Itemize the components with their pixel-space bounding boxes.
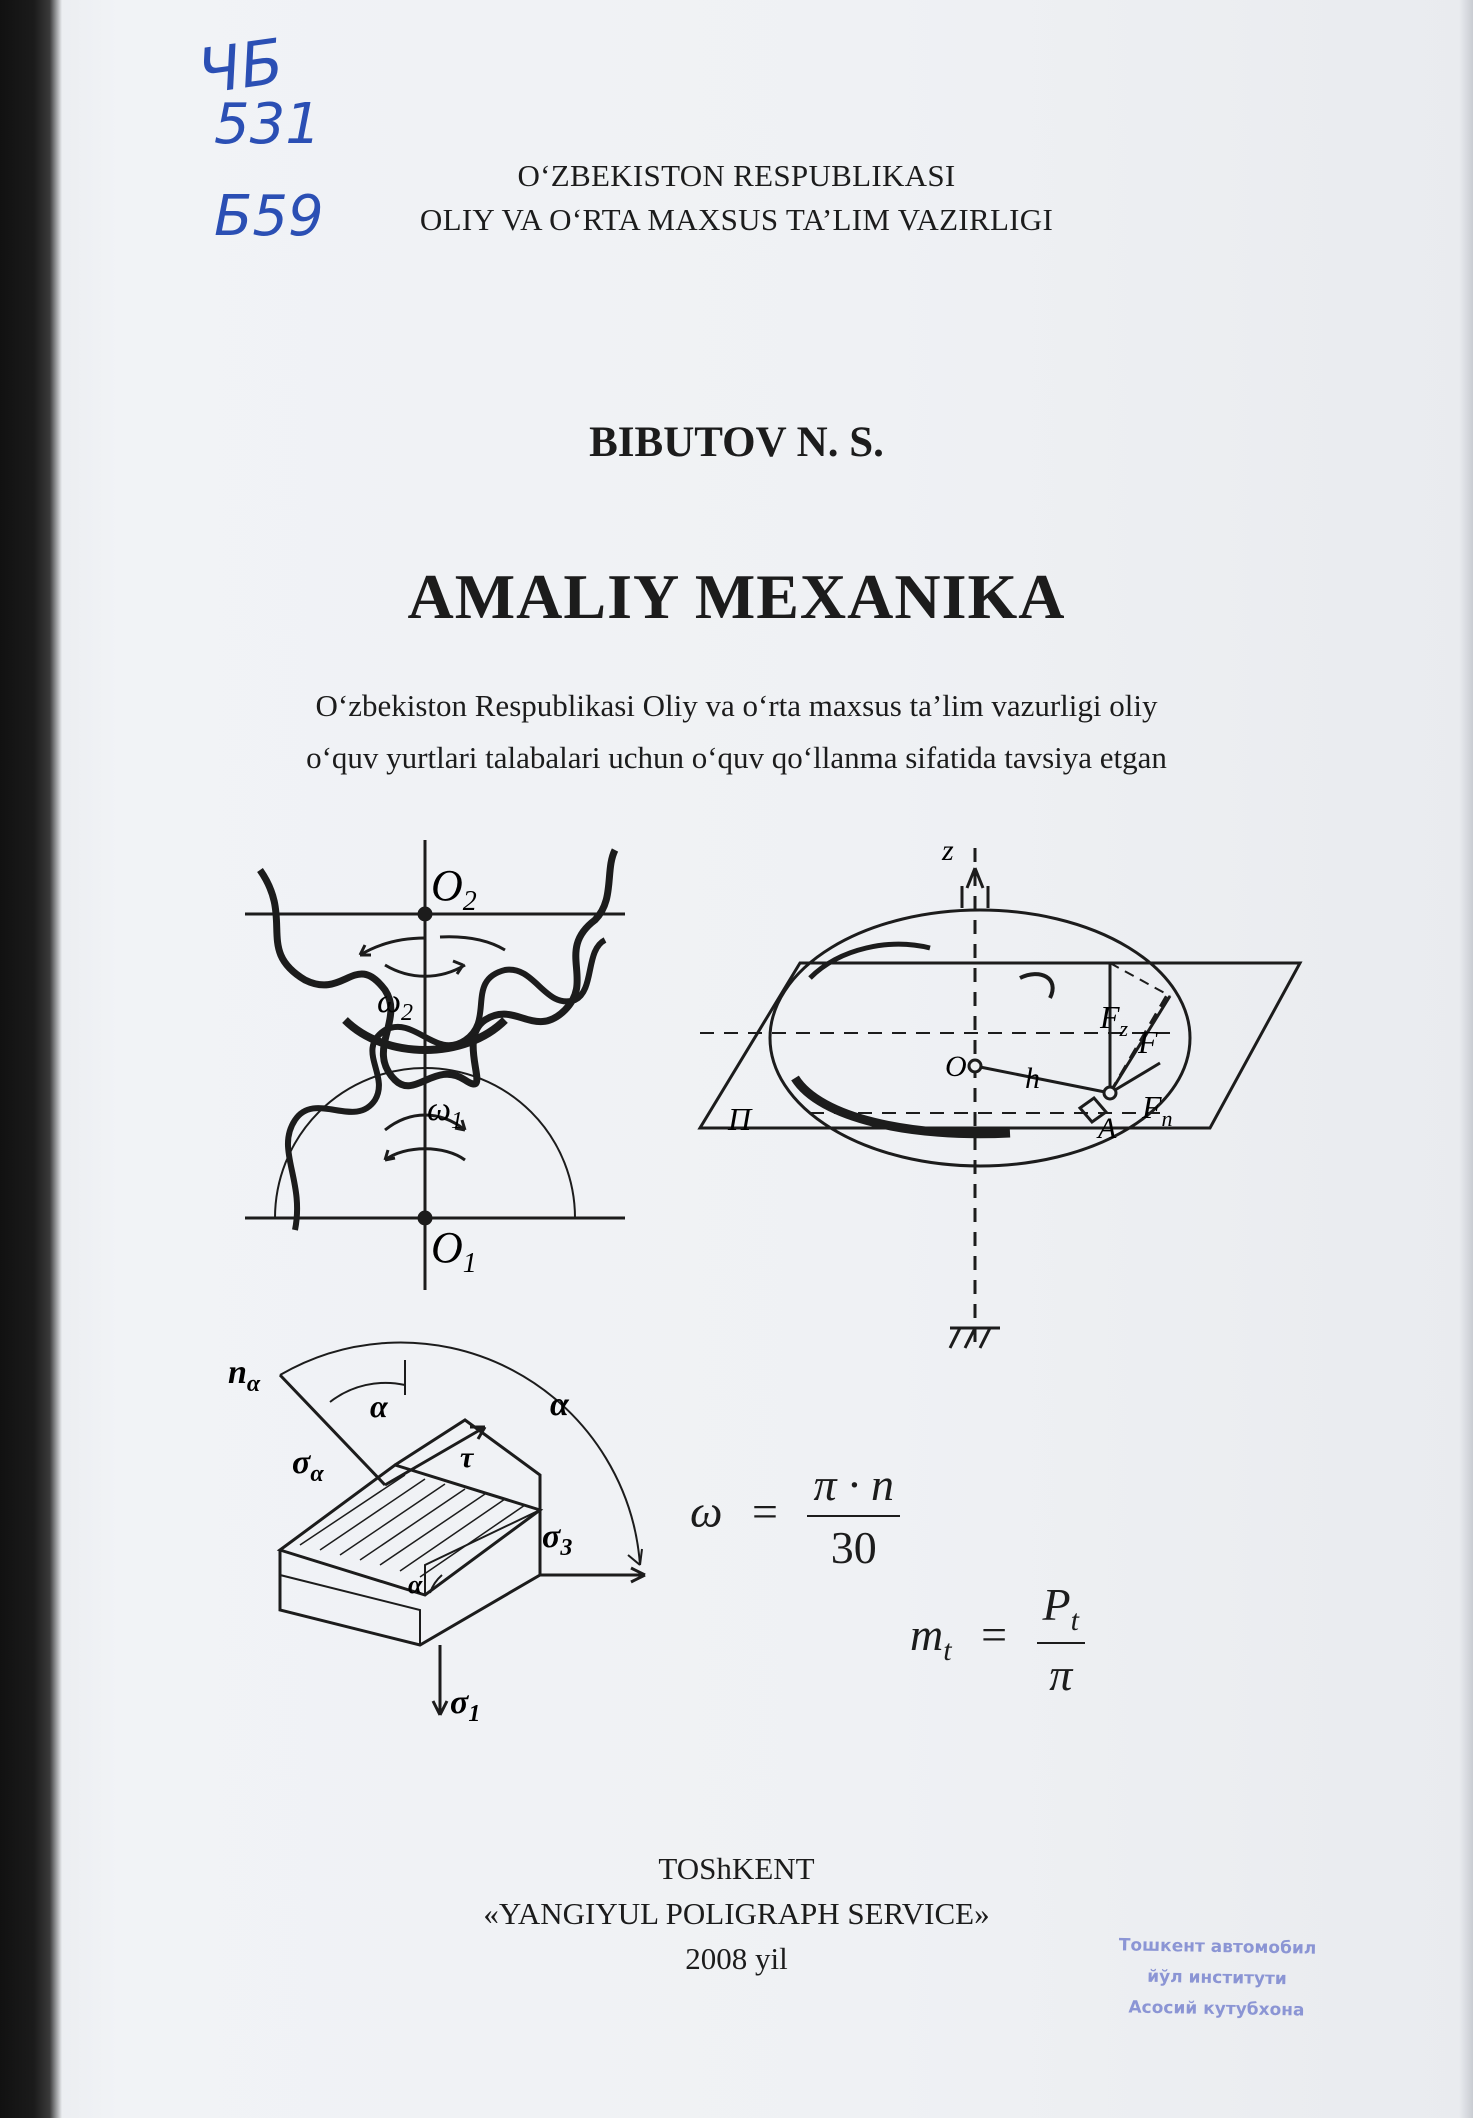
label-omega1: $\omega_1$ — [427, 1091, 464, 1134]
formula-omega-denominator: 30 — [830, 1522, 877, 1573]
handwritten-mark-1: ЧБ — [193, 24, 288, 109]
label-z: z — [942, 834, 954, 867]
formula-omega — [690, 1458, 900, 1574]
page-edge — [1459, 0, 1473, 2118]
stamp-line-1: Тошкент автомобил — [1118, 1935, 1317, 1959]
imprint-city: TOShKENT — [658, 1851, 815, 1886]
handwritten-mark-2: 531 — [214, 92, 321, 157]
binding-spine — [0, 0, 62, 2118]
label-fn: $F_n$ — [1142, 1089, 1173, 1131]
label-sigma3: $\sigma_3$ — [542, 1518, 573, 1561]
formula-mt-fraction — [1037, 1578, 1085, 1701]
ministry-line-2: OLIY VA O‘RTA MAXSUS TA’LIM VAZIRLIGI — [419, 202, 1054, 237]
label-tau: τ — [460, 1441, 474, 1474]
imprint-publisher: «YANGIYUL POLIGRAPH SERVICE» — [483, 1896, 990, 1931]
stamp-line-2: йўл институти — [1147, 1966, 1287, 1990]
label-fz: $F_z$ — [1100, 999, 1129, 1041]
label-o2: $O_2$ — [431, 861, 477, 917]
label-sigma1: $\sigma_1$ — [450, 1684, 481, 1727]
formula-mt-eq: = — [981, 1609, 1008, 1661]
formula-omega-fraction — [807, 1458, 900, 1574]
label-n-alpha: $n_\alpha$ — [228, 1354, 261, 1397]
label-f: F — [1138, 1024, 1158, 1060]
stamp-line-3: Асосий кутубхона — [1128, 1997, 1305, 2021]
formula-mt-denominator: π — [1049, 1649, 1073, 1701]
handwritten-mark-3: Б59 — [214, 184, 324, 249]
library-stamp — [1071, 1929, 1363, 2027]
formula-mt-lhs: $m_t$ — [910, 1609, 952, 1668]
gear-mesh-figure — [235, 830, 635, 1300]
label-omega2: $\omega_2$ — [377, 983, 414, 1026]
label-alpha-low: α — [408, 1570, 423, 1599]
stress-element-figure — [220, 1355, 660, 1730]
subtitle-line-1: O‘zbekiston Respublikasi Oliy va o‘rta maxsus ta’lim vazurligi oliy — [315, 688, 1158, 723]
label-a: A — [1098, 1112, 1117, 1145]
ministry-line-1: O‘ZBEKISTON RESPUBLIKASI — [517, 158, 956, 193]
label-o: O — [945, 1050, 967, 1083]
subtitle — [0, 680, 1473, 784]
formula-omega-lhs: ω — [690, 1485, 723, 1537]
author-name: BIBUTOV N. S. — [589, 419, 884, 466]
ministry-header — [0, 154, 1473, 242]
formula-mt — [910, 1578, 1085, 1701]
book-title: AMALIY MEXANIKA — [407, 561, 1066, 632]
formula-mt-numerator: $P_t$ — [1037, 1578, 1085, 1644]
label-o1: $O_1$ — [431, 1223, 477, 1279]
label-h: h — [1025, 1062, 1040, 1095]
label-alpha-arc: α — [550, 1386, 569, 1423]
formula-omega-eq: = — [751, 1485, 778, 1537]
imprint-year: 2008 yil — [685, 1941, 788, 1976]
subtitle-line-2: o‘quv yurtlari talabalari uchun o‘quv qo‘llanma sifatida tavsiya etgan — [306, 740, 1167, 775]
sphere-force-figure — [690, 828, 1310, 1388]
label-plane: П — [728, 1101, 752, 1137]
label-alpha-top: α — [370, 1388, 388, 1424]
label-sigma-alpha: $\sigma_\alpha$ — [292, 1444, 324, 1487]
formula-omega-numerator: π · n — [807, 1458, 900, 1517]
